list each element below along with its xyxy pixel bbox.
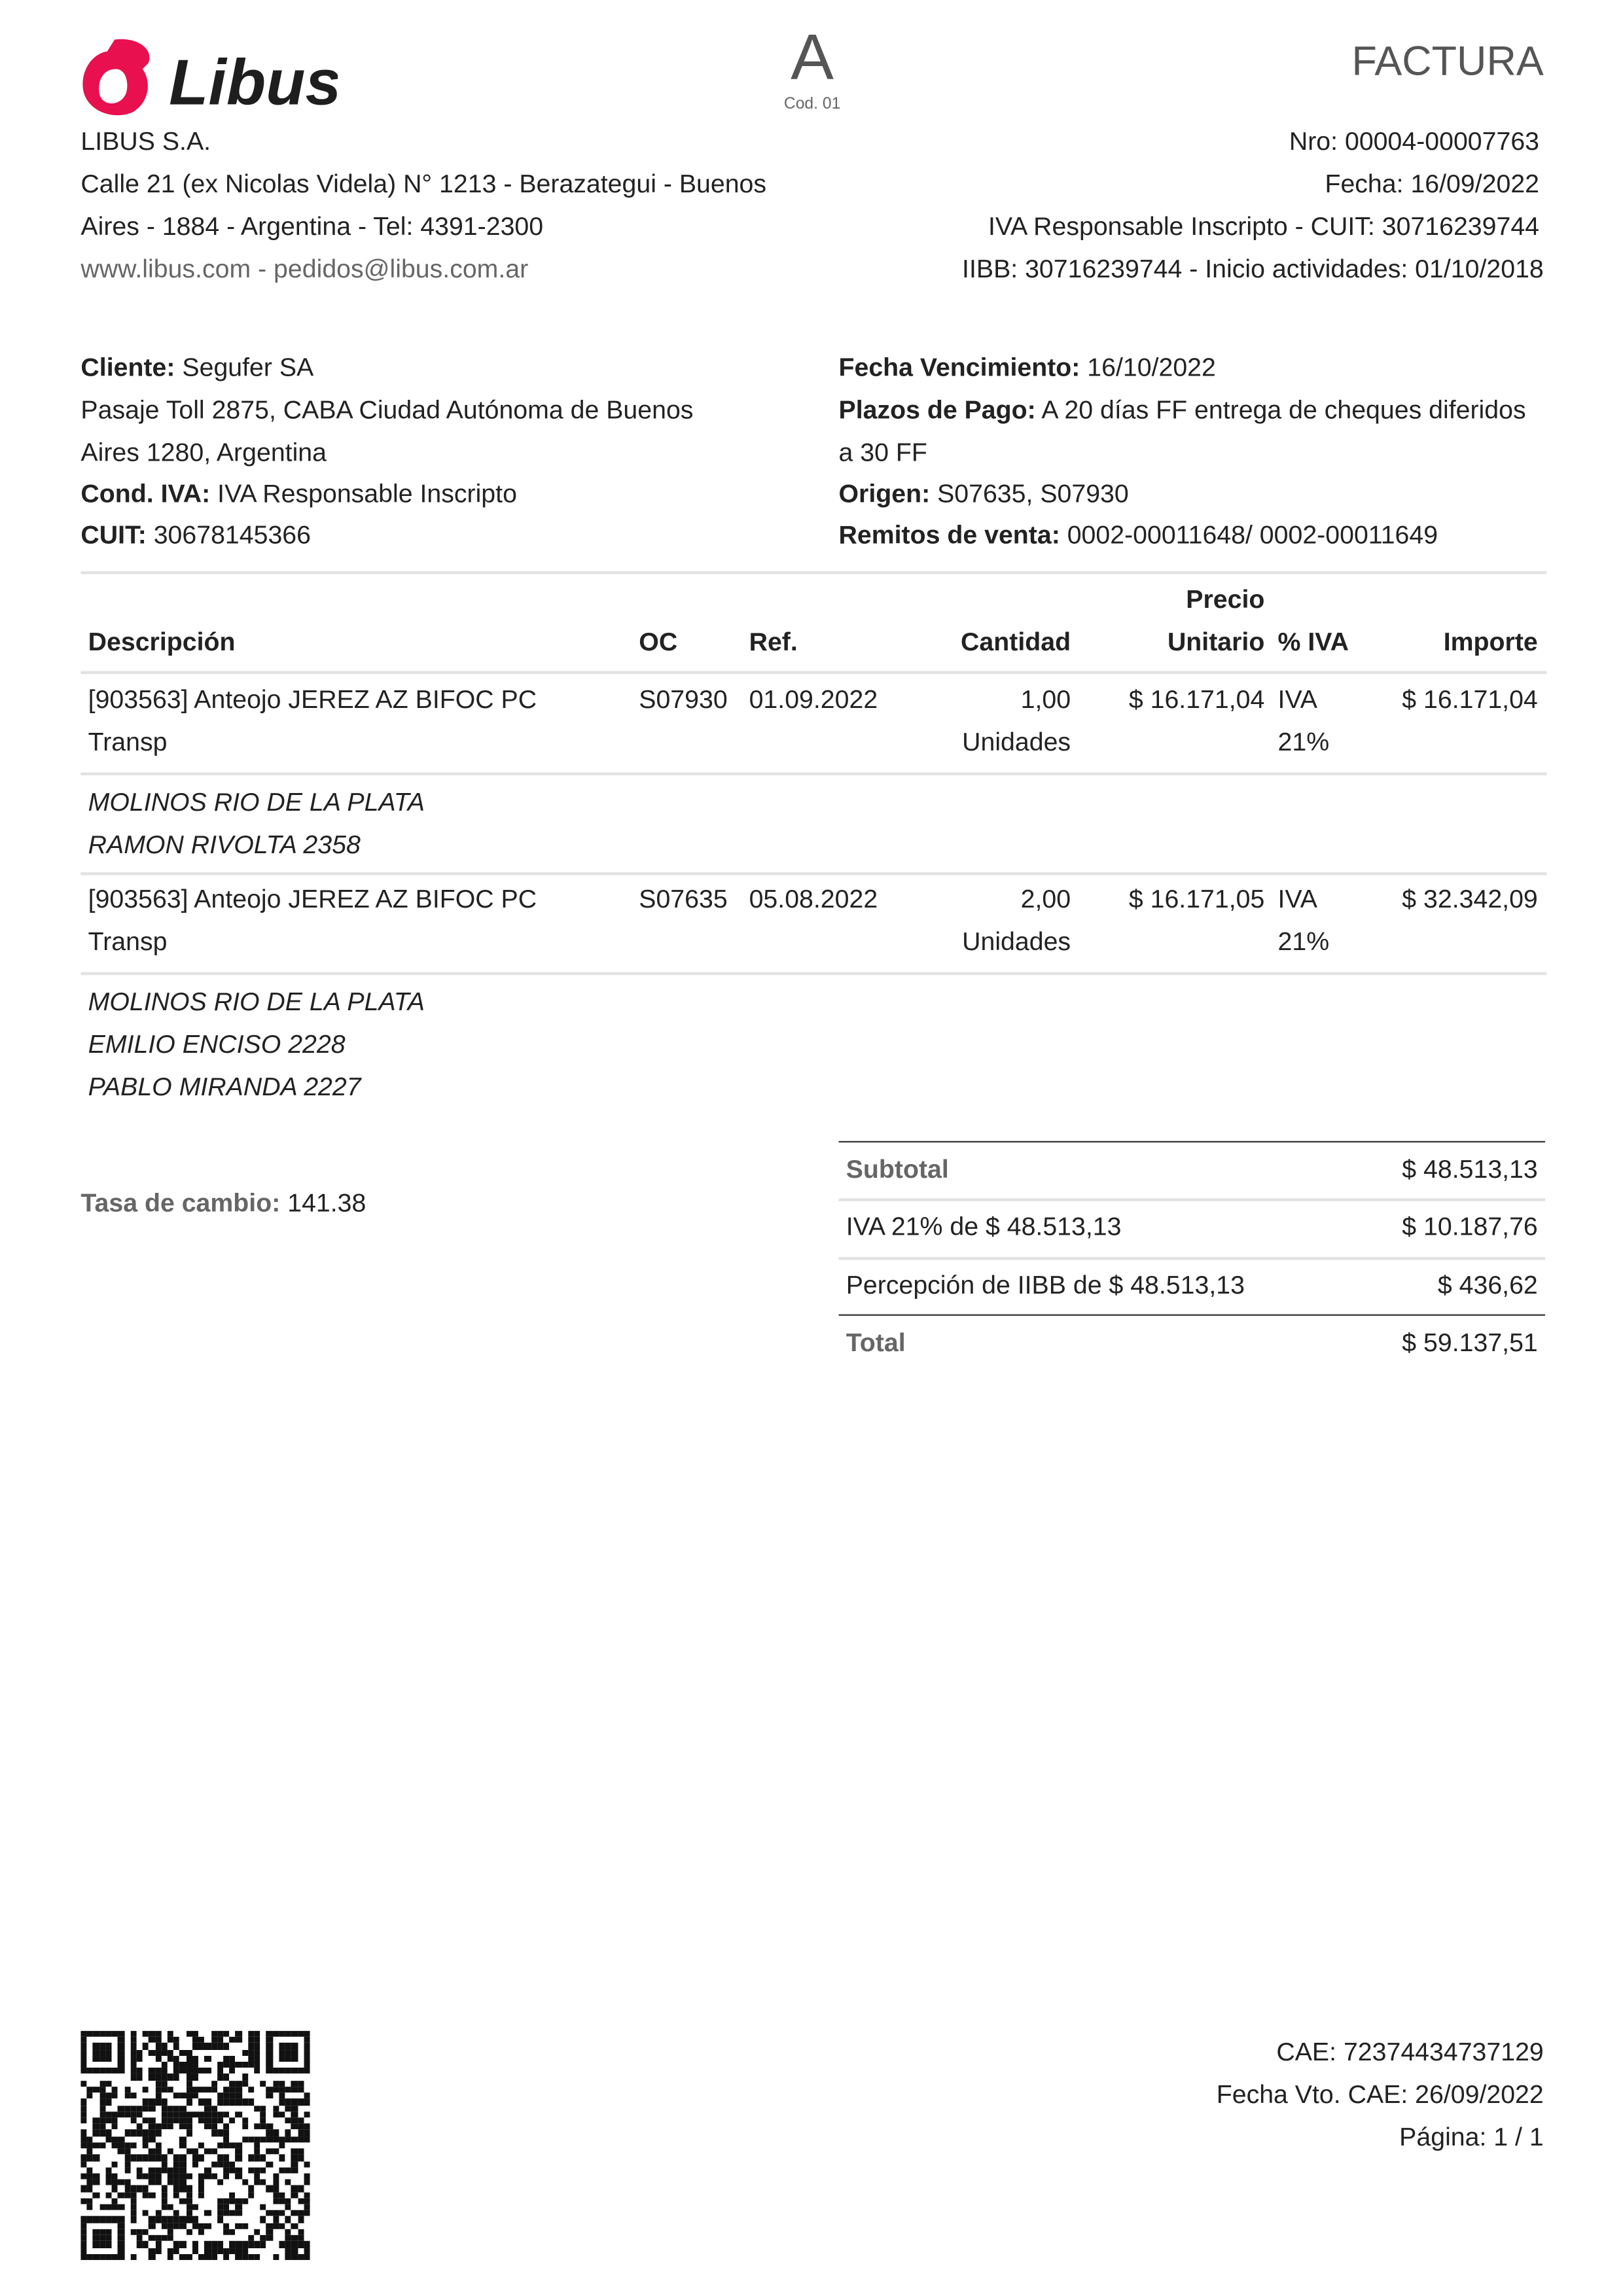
col-iva: % IVA (1277, 627, 1349, 657)
issuer-address: Calle 21 (ex Nicolas Videla) N° 1213 - Berazategui - Buenos (80, 169, 767, 198)
col-precio: Precio (1186, 584, 1265, 614)
cae: CAE: 72374434737129 (1276, 2036, 1544, 2066)
issuer-web: www.libus.com - pedidos@libus.com.ar (80, 254, 529, 284)
qr-code (80, 2031, 310, 2260)
item-oc: S07930 (639, 684, 728, 714)
col-desc: Descripción (88, 627, 236, 657)
invoice-iva: IVA Responsable Inscripto - CUIT: 30716239744 (988, 211, 1540, 241)
col-unitario: Unitario (1167, 627, 1265, 657)
client-name (80, 347, 313, 389)
label: Cond. IVA: (80, 478, 211, 508)
iva-label: IVA 21% de $ 48.513,13 (846, 1211, 1122, 1241)
delivery-notes (838, 514, 1438, 557)
item-note: PABLO MIRANDA 2227 (88, 1072, 361, 1102)
divider (80, 571, 1546, 574)
libus-logo (80, 37, 338, 117)
item-iva2: 21% (1277, 927, 1330, 957)
item-desc1: [903563] Anteojo JEREZ AZ BIFOC PC (88, 884, 537, 913)
payment-terms-2: a 30 FF (838, 437, 927, 467)
label: Tasa de cambio: (80, 1188, 281, 1218)
item-cant2: Unidades (962, 726, 1071, 756)
item-desc2: Transp (88, 927, 168, 957)
col-ref: Ref. (749, 627, 798, 657)
doc-type: FACTURA (1351, 38, 1544, 84)
cae-due-date: Fecha Vto. CAE: 26/09/2022 (1216, 2079, 1544, 2109)
invoice-date: Fecha: 16/09/2022 (1325, 169, 1540, 198)
value: Segufer SA (175, 352, 314, 382)
invoice-number: Nro: 00004-00007763 (1289, 126, 1540, 156)
label: Origen: (838, 478, 931, 508)
doc-letter: A (791, 22, 834, 94)
invoice-iibb: IIBB: 30716239744 - Inicio actividades: 01/10/2018 (962, 254, 1544, 284)
origin (838, 473, 1128, 516)
total-label: Total (846, 1327, 906, 1357)
item-iva2: 21% (1277, 726, 1330, 756)
item-cant2: Unidades (962, 927, 1071, 957)
item-oc: S07635 (639, 884, 728, 913)
label: Plazos de Pago: (838, 395, 1036, 425)
subtotal-value: $ 48.513,13 (1402, 1154, 1538, 1184)
due-date (838, 347, 1215, 389)
subtotal-label: Subtotal (846, 1154, 949, 1184)
item-cant1: 1,00 (1020, 684, 1071, 714)
iibb-value: $ 436,62 (1437, 1270, 1538, 1300)
client-address-2: Aires 1280, Argentina (80, 437, 327, 467)
page-number: Página: 1 / 1 (1399, 2122, 1544, 2151)
label: CUIT: (80, 520, 147, 550)
value: 16/10/2022 (1080, 352, 1216, 382)
doc-code: Cod. 01 (783, 95, 841, 113)
item-note: EMILIO ENCISO 2228 (88, 1029, 346, 1059)
iibb-label: Percepción de IIBB de $ 48.513,13 (846, 1270, 1245, 1300)
divider (80, 773, 1546, 775)
value: 30678145366 (146, 520, 311, 550)
value: A 20 días FF entrega de cheques diferidos (1035, 395, 1526, 425)
item-ref: 01.09.2022 (749, 684, 878, 714)
label: Fecha Vencimiento: (838, 352, 1080, 382)
item-desc2: Transp (88, 726, 168, 756)
total-value: $ 59.137,51 (1402, 1327, 1538, 1357)
item-importe: $ 16.171,04 (1402, 684, 1538, 714)
item-note: MOLINOS RIO DE LA PLATA (88, 987, 425, 1017)
value: IVA Responsable Inscripto (210, 478, 517, 508)
divider (838, 1141, 1545, 1142)
item-note: MOLINOS RIO DE LA PLATA (88, 786, 425, 817)
divider (838, 1257, 1545, 1260)
iva-value: $ 10.187,76 (1402, 1211, 1538, 1241)
value: 141.38 (280, 1188, 366, 1218)
svg-text:Libus: Libus (169, 46, 338, 118)
item-precio: $ 16.171,04 (1128, 684, 1265, 714)
divider (838, 1198, 1545, 1201)
client-iva (80, 473, 516, 516)
item-desc1: [903563] Anteojo JEREZ AZ BIFOC PC (88, 684, 537, 714)
exchange-rate (80, 1182, 366, 1225)
label: Cliente: (80, 352, 175, 382)
item-iva1: IVA (1277, 884, 1317, 913)
item-importe: $ 32.342,09 (1402, 884, 1538, 913)
value: 0002-00011648/ 0002-00011649 (1060, 520, 1438, 550)
item-iva1: IVA (1277, 684, 1317, 714)
label: Remitos de venta: (838, 520, 1060, 550)
col-cantidad: Cantidad (961, 627, 1071, 657)
divider (80, 972, 1546, 975)
client-address: Pasaje Toll 2875, CABA Ciudad Autónoma de Buenos (80, 395, 694, 425)
divider (80, 872, 1546, 875)
payment-terms (838, 389, 1525, 432)
divider (838, 1315, 1545, 1316)
value: S07635, S07930 (930, 478, 1129, 508)
issuer-address-2: Aires - 1884 - Argentina - Tel: 4391-2300 (80, 211, 544, 241)
client-cuit (80, 514, 311, 557)
col-importe: Importe (1443, 627, 1538, 657)
item-cant1: 2,00 (1020, 884, 1071, 913)
divider (80, 671, 1546, 674)
item-ref: 05.08.2022 (749, 884, 878, 913)
item-note: RAMON RIVOLTA 2358 (88, 830, 361, 859)
item-precio: $ 16.171,05 (1128, 884, 1265, 913)
col-oc: OC (639, 627, 678, 657)
issuer-name: LIBUS S.A. (80, 126, 211, 156)
